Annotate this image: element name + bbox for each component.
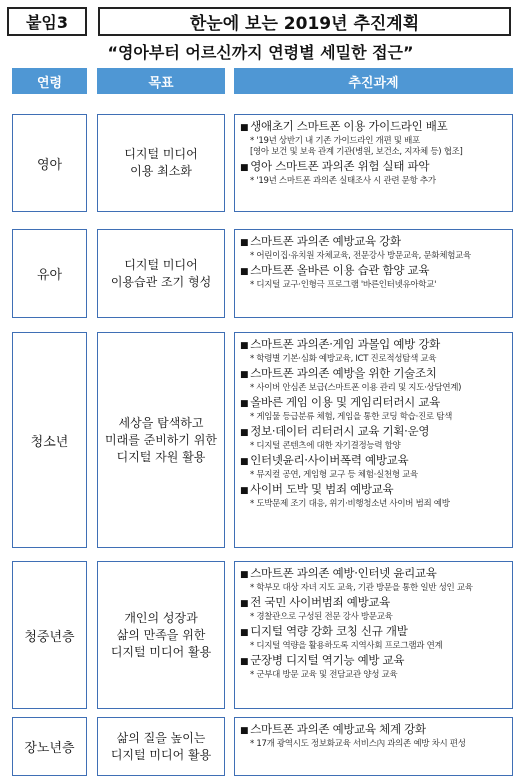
task-item	[240, 263, 508, 280]
task-detail: * 디지털 교구·인형극 프로그램 '바른인터넷유아학교'	[250, 280, 437, 290]
task-item	[240, 424, 508, 441]
header-task: 추진과제	[234, 68, 513, 94]
task-text: 스마트폰 과의존 예방·인터넷 윤리교육	[250, 566, 437, 580]
task-item	[240, 482, 508, 499]
age-cell	[12, 717, 87, 776]
task-detail: * '19년 상반기 내 기존 가이드라인 개편 및 배포	[250, 136, 420, 146]
task-text: 사이버 도박 및 범죄 예방교육	[250, 482, 394, 496]
task-detail: * 도박문제 조기 대응, 위기·비행청소년 사이버 범죄 예방	[250, 499, 450, 509]
age-cell	[12, 229, 87, 318]
bullet-square-icon: ■	[240, 657, 249, 667]
age-label: 청중년층	[24, 629, 75, 645]
task-cell	[234, 717, 513, 776]
bullet-square-icon: ■	[240, 570, 249, 580]
task-item	[240, 337, 508, 354]
task-detail: * '19년 스마트폰 과의존 실태조사 시 관련 문항 추가	[250, 176, 436, 186]
task-text: 스마트폰 과의존·게임 과몰입 예방 강화	[250, 337, 440, 351]
age-label: 영아	[36, 157, 63, 173]
task-cell	[234, 114, 513, 212]
bullet-square-icon: ■	[240, 238, 249, 248]
document-subtitle: “영아부터 어르신까지 연령별 세밀한 접근”	[107, 43, 414, 62]
age-cell	[12, 332, 87, 548]
task-item	[240, 159, 508, 176]
task-text: 스마트폰 과의존 예방교육 체계 강화	[250, 722, 426, 736]
bullet-square-icon: ■	[240, 267, 249, 277]
task-detail: * 어린이집·유치원 자체교육, 전문강사 방문교육, 문화체험교육	[250, 251, 471, 261]
task-text: 스마트폰 올바른 이용 습관 함양 교육	[250, 263, 430, 277]
goal-cell	[97, 229, 225, 318]
task-item	[240, 595, 508, 612]
bullet-square-icon: ■	[240, 726, 249, 736]
age-cell	[12, 114, 87, 212]
goal-cell	[97, 717, 225, 776]
task-text: 스마트폰 과의존 예방교육 강화	[250, 234, 401, 248]
task-text: 인터넷윤리·사이버폭력 예방교육	[250, 453, 409, 467]
age-cell	[12, 561, 87, 709]
appendix-label: 붙임3	[7, 7, 87, 36]
task-detail: * 경찰관으로 구성된 전문 강사 방문교육	[250, 612, 393, 622]
bullet-square-icon: ■	[240, 341, 249, 351]
goal-cell	[97, 561, 225, 709]
task-detail: * 17개 광역시도 정보화교육 서비스內 과의존 예방 차시 편성	[250, 739, 466, 749]
task-text: 군장병 디지털 역기능 예방 교육	[250, 653, 405, 667]
bullet-square-icon: ■	[240, 457, 249, 467]
goal-cell	[97, 332, 225, 548]
bullet-square-icon: ■	[240, 399, 249, 409]
task-detail: * 학부모 대상 자녀 지도 교육, 기관 방문을 통한 일반 성인 교육	[250, 583, 473, 593]
task-text: 올바른 게임 이용 및 게임리터러시 교육	[250, 395, 440, 409]
task-text: 스마트폰 과의존 예방을 위한 기술조치	[250, 366, 437, 380]
goal-text: 디지털 미디어 이용 최소화	[124, 147, 198, 178]
task-item	[240, 366, 508, 383]
task-detail: * 군부대 방문 교육 및 전담교관 양성 교육	[250, 670, 398, 680]
task-detail: * 디지털 역량을 활용하도록 지역사회 프로그램과 연계	[250, 641, 443, 651]
task-item	[240, 234, 508, 251]
task-item	[240, 453, 508, 470]
task-detail: [영아 보건 및 보육 관계 기관(병원, 보건소, 지자체 등) 협조]	[250, 147, 463, 157]
bullet-square-icon: ■	[240, 370, 249, 380]
task-text: 전 국민 사이버범죄 예방교육	[250, 595, 390, 609]
task-item	[240, 722, 508, 739]
task-item	[240, 395, 508, 412]
bullet-square-icon: ■	[240, 123, 249, 133]
task-item	[240, 653, 508, 670]
task-text: 디지털 역량 강화 코칭 신규 개발	[250, 624, 408, 638]
task-text: 영아 스마트폰 과의존 위험 실태 파악	[250, 159, 430, 173]
age-label: 유아	[36, 268, 63, 283]
age-label: 장노년층	[24, 741, 75, 756]
task-detail: * 게임물 등급분류 체험, 게임을 통한 코딩 학습·진로 탐색	[250, 412, 453, 422]
header-age: 연령	[12, 68, 87, 94]
document-title: 한눈에 보는 2019년 추진계획	[98, 7, 511, 36]
goal-text: 개인의 성장과 삶의 만족을 위한 디지털 미디어 활용	[110, 610, 212, 659]
task-cell	[234, 332, 513, 548]
bullet-square-icon: ■	[240, 599, 249, 609]
bullet-square-icon: ■	[240, 428, 249, 438]
task-detail: * 디지털 콘텐츠에 대한 자기결정능력 함양	[250, 441, 401, 451]
task-detail: * 학령별 기본·심화 예방교육, ICT 진로적성탐색 교육	[250, 354, 437, 364]
bullet-square-icon: ■	[240, 163, 249, 173]
header-goal: 목표	[97, 68, 225, 94]
task-text: 정보·데이터 리터러시 교육 기획·운영	[250, 424, 430, 438]
task-text: 생애초기 스마트폰 이용 가이드라인 배포	[250, 119, 448, 133]
task-cell	[234, 561, 513, 709]
task-item	[240, 119, 508, 136]
goal-cell	[97, 114, 225, 212]
task-item	[240, 624, 508, 641]
task-detail: * 사이버 안심존 보급(스마트폰 이용 관리 및 지도·상담연계)	[250, 383, 462, 393]
goal-text: 세상을 탐색하고 미래를 준비하기 위한 디지털 자원 활용	[105, 415, 217, 464]
task-item	[240, 566, 508, 583]
task-cell	[234, 229, 513, 318]
goal-text: 디지털 미디어 이용습관 조기 형성	[110, 257, 212, 289]
goal-text: 삶의 질을 높이는 디지털 미디어 활용	[110, 730, 212, 762]
task-detail: * 뮤지컬 공연, 게임형 교구 등 체험·실천형 교육	[250, 470, 418, 480]
age-label: 청소년	[30, 434, 69, 450]
bullet-square-icon: ■	[240, 628, 249, 638]
bullet-square-icon: ■	[240, 486, 249, 496]
